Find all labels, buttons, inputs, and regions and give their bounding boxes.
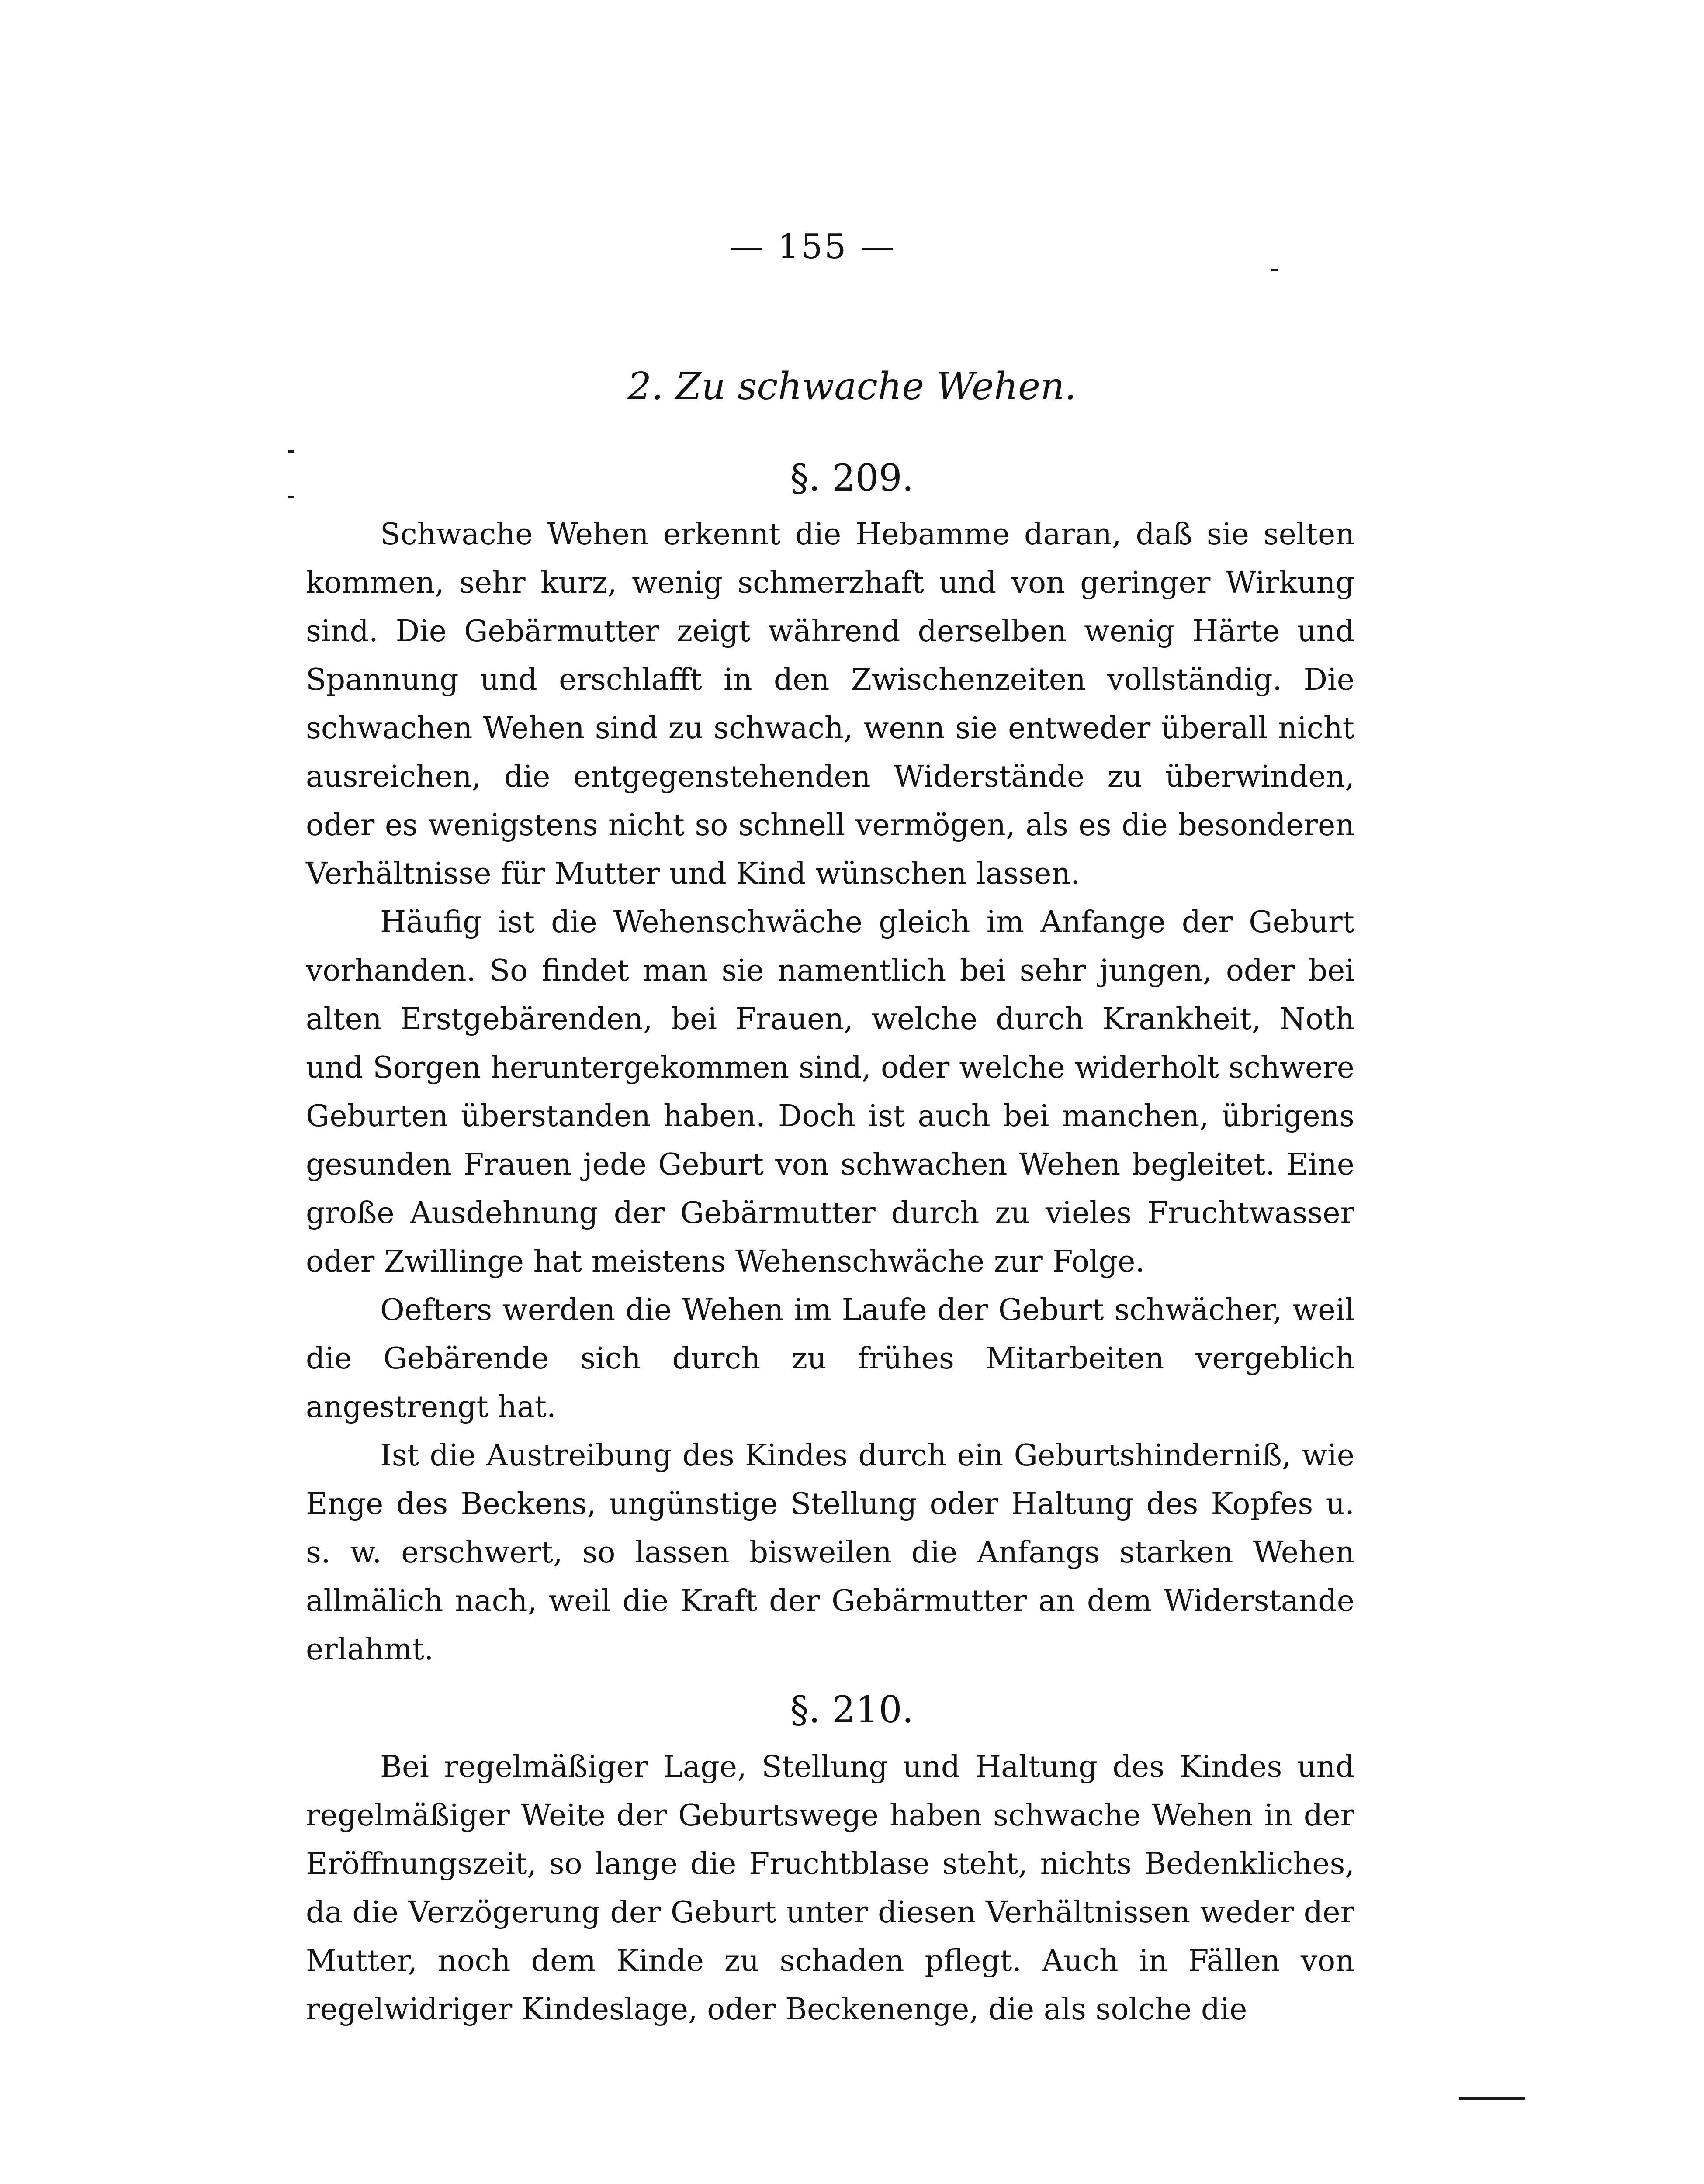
section-209-text — [306, 510, 1354, 1674]
section-210-text — [306, 1743, 1354, 2034]
paragraph-number-210: §. 210. — [790, 1688, 914, 1731]
scan-speck — [288, 496, 294, 498]
scan-mark — [1459, 2097, 1525, 2100]
paragraph: Oefters werden die Wehen im Laufe der Geburt schwächer, weil die Gebärende sich durch zu frühes Mitarbeiten vergeblich angestrengt hat. — [306, 1293, 1354, 1424]
paragraph: Ist die Austreibung des Kindes durch ein Geburtshinderniß, wie Enge des Beckens, ungünstige Stellung oder Haltung des Kopfes u. s. w. erschwert, so lassen bisweilen die Anfangs starken Wehen allmälich nach, weil die Kraft der Gebärmutter an dem Widerstande erlahmt. — [306, 1438, 1354, 1667]
paragraph: Häufig ist die Wehenschwäche gleich im Anfange der Geburt vorhanden. So findet man sie namentlich bei sehr jungen, oder bei alten Erstgebärenden, bei Frauen, welche durch Krankheit, Noth und Sorgen heruntergekommen sind, oder welche widerholt schwere Geburten überstanden haben. Doch ist auch bei manchen, übrigens gesunden Frauen jede Geburt von schwachen Wehen begleitet. Eine große Ausdehnung der Gebärmutter durch zu vieles Fruchtwasser oder Zwillinge hat meistens Wehenschwäche zur Folge. — [306, 905, 1354, 1279]
paragraph: Bei regelmäßiger Lage, Stellung und Haltung des Kindes und regelmäßiger Weite der Geburtswege haben schwache Wehen in der Eröffnungszeit, so lange die Fruchtblase steht, nichts Bedenkliches, da die Verzögerung der Geburt unter diesen Verhältnissen weder der Mutter, noch dem Kinde zu schaden pflegt. Auch in Fällen von regelwidriger Kindeslage, oder Beckenenge, die als solche die — [306, 1750, 1354, 2027]
paragraph-number-209: §. 209. — [790, 456, 914, 499]
section-heading: 2. Zu schwache Wehen. — [627, 365, 1077, 408]
scan-speck — [288, 450, 294, 453]
paragraph: Schwache Wehen erkennt die Hebamme daran, daß sie selten kommen, sehr kurz, wenig schmerzhaft und von geringer Wirkung sind. Die Gebärmutter zeigt während derselben wenig Härte und Spannung und erschlafft in den Zwischenzeiten vollständig. Die schwachen Wehen sind zu schwach, wenn sie entweder überall nicht ausreichen, die entgegenstehenden Widerstände zu überwinden, oder es wenigstens nicht so schnell vermögen, als es die besonderen Verhältnisse für Mutter und Kind wünschen lassen. — [306, 517, 1354, 891]
page-number: — 155 — — [729, 227, 897, 266]
scan-speck — [1271, 269, 1278, 271]
